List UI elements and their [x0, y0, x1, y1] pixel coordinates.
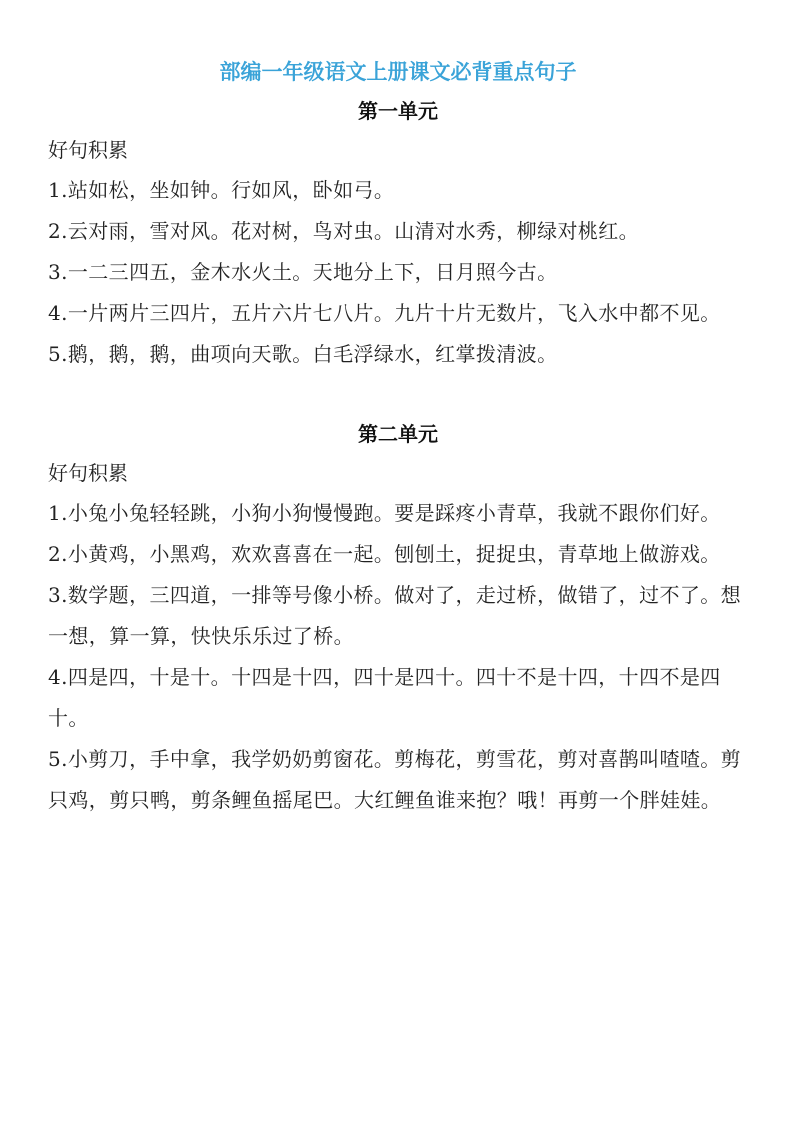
unit-1: [48, 92, 748, 375]
sentence-item: 3.数学题，三四道，一排等号像小桥。做对了，走过桥，做错了，过不了。想一想，算一算，快快乐乐过了桥。: [48, 583, 742, 648]
sentence-item: 1.站如松，坐如钟。行如风，卧如弓。: [48, 178, 395, 202]
sentence-item: 2.小黄鸡，小黑鸡，欢欢喜喜在一起。刨刨土，捉捉虫，青草地上做游戏。: [48, 542, 721, 566]
sentence-item: 5.小剪刀，手中拿，我学奶奶剪窗花。剪梅花，剪雪花，剪对喜鹊叫喳喳。剪只鸡，剪只鸭，剪条鲤鱼摇尾巴。大红鲤鱼谁来抱？哦！再剪一个胖娃娃。: [48, 747, 742, 812]
sentence-item: 4.一片两片三四片，五片六片七八片。九片十片无数片，飞入水中都不见。: [48, 301, 721, 325]
sentence-item: 5.鹅，鹅，鹅，曲项向天歌。白毛浮绿水，红掌拨清波。: [48, 342, 558, 366]
sentence-item: 1.小兔小兔轻轻跳，小狗小狗慢慢跑。要是踩疼小青草，我就不跟你们好。: [48, 501, 721, 525]
unit-heading: 第二单元: [358, 422, 438, 446]
sentence-item: 2.云对雨，雪对风。花对树，鸟对虫。山清对水秀，柳绿对桃红。: [48, 219, 640, 243]
document-title: 部编一年级语文上册课文必背重点句子: [219, 60, 577, 84]
section-label: 好句积累: [48, 138, 128, 162]
unit-heading: 第一单元: [358, 99, 438, 123]
document-page: [48, 52, 748, 821]
unit-spacer: [48, 375, 748, 415]
unit-2: [48, 415, 748, 821]
section-label: 好句积累: [48, 461, 128, 485]
sentence-item: 3.一二三四五，金木水火土。天地分上下，日月照今古。: [48, 260, 558, 284]
sentence-item: 4.四是四，十是十。十四是十四，四十是四十。四十不是十四，十四不是四十。: [48, 665, 721, 730]
